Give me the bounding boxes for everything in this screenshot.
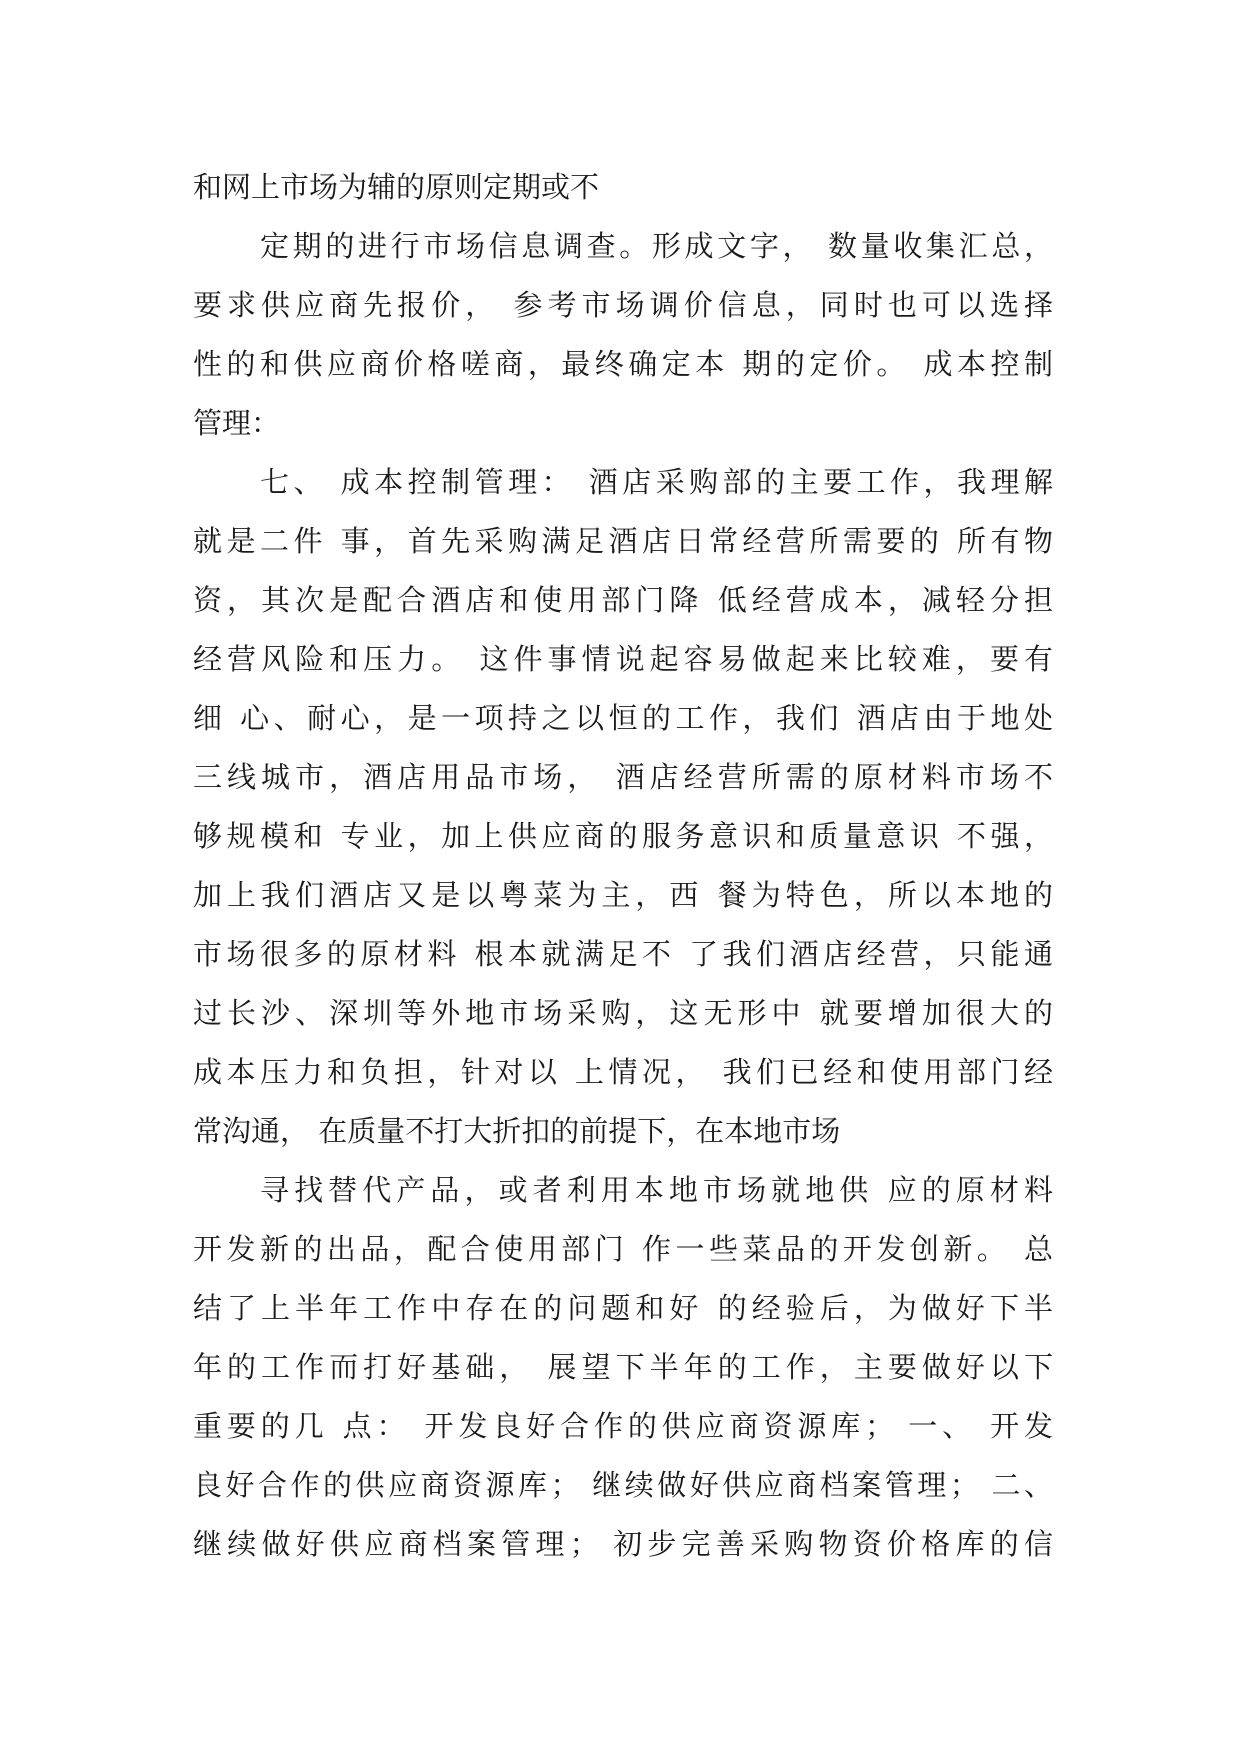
text-line: 重要的几 点： 开发良好合作的供应商资源库； 一、 开发: [193, 1409, 1053, 1443]
text-line: 过长沙、深圳等外地市场采购，这无形中 就要增加很大的: [193, 996, 1053, 1030]
text-line: 加上我们酒店又是以粤菜为主，西 餐为特色，所以本地的: [193, 878, 1053, 912]
text-line: 三线城市，酒店用品市场， 酒店经营所需的原材料市场不: [193, 760, 1053, 794]
text-line: 性的和供应商价格嗟商，最终确定本 期的定价。 成本控制: [193, 347, 1053, 381]
text-line: 细 心、耐心，是一项持之以恒的工作，我们 酒店由于地处: [193, 701, 1053, 735]
text-line: 就是二件 事，首先采购满足酒店日常经营所需要的 所有物: [193, 524, 1053, 558]
text-line: 成本压力和负担，针对以 上情况， 我们已经和使用部门经: [193, 1055, 1053, 1089]
text-line: 资，其次是配合酒店和使用部门降 低经营成本，减轻分担: [193, 583, 1053, 617]
text-line: 要求供应商先报价， 参考市场调价信息，同时也可以选择: [193, 288, 1053, 322]
text-line: 常沟通， 在质量不打大折扣的前提下，在本地市场: [193, 1114, 841, 1148]
text-line: 和网上市场为辅的原则定期或不: [193, 170, 600, 204]
text-line: 结了上半年工作中存在的问题和好 的经验后，为做好下半: [193, 1291, 1053, 1325]
body-text: [193, 158, 1053, 1574]
text-line: 良好合作的供应商资源库； 继续做好供应商档案管理； 二、: [193, 1468, 1053, 1502]
text-line: 年的工作而打好基础， 展望下半年的工作，主要做好以下: [193, 1350, 1053, 1384]
text-line: 定期的进行市场信息调查。形成文字， 数量收集汇总，: [260, 229, 1053, 263]
text-line: 开发新的出品，配合使用部门 作一些菜品的开发创新。 总: [193, 1232, 1053, 1266]
text-line: 七、 成本控制管理： 酒店采购部的主要工作，我理解: [260, 465, 1053, 499]
text-line: 市场很多的原材料 根本就满足不 了我们酒店经营，只能通: [193, 937, 1053, 971]
text-line: 管理：: [193, 406, 281, 440]
text-line: 继续做好供应商档案管理； 初步完善采购物资价格库的信: [193, 1527, 1053, 1561]
text-line: 寻找替代产品，或者利用本地市场就地供 应的原材料: [260, 1173, 1053, 1207]
text-line: 经营风险和压力。 这件事情说起容易做起来比较难，要有: [193, 642, 1053, 676]
text-line: 够规模和 专业，加上供应商的服务意识和质量意识 不强，: [193, 819, 1053, 853]
